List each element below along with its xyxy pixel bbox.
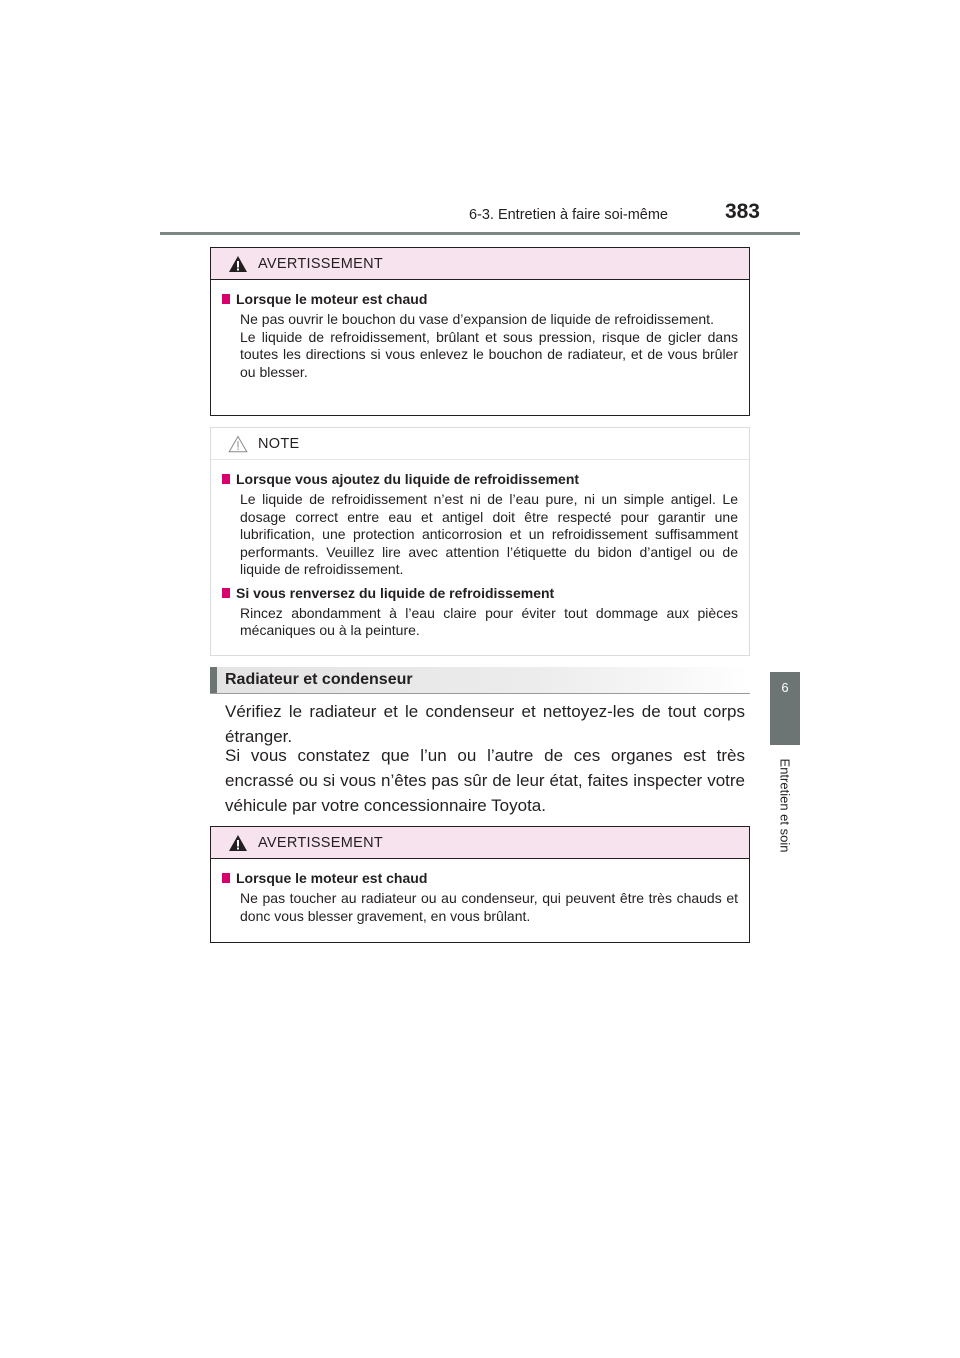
warning-triangle-icon bbox=[228, 834, 248, 852]
body-paragraph-1: Vérifiez le radiateur et le condenseur et nettoyez-les de tout corps étranger. bbox=[225, 702, 745, 746]
note-box-header bbox=[211, 428, 749, 460]
warning-label: AVERTISSEMENT bbox=[258, 255, 384, 272]
warning-triangle-icon bbox=[228, 255, 248, 273]
note-item-text-1: Le liquide de refroidissement n’est ni de l’eau pure, ni un simple antigel. Le dosage correct entre eau et antigel doit être respecté pour garantir une lubrification, une protection anticorrosion et un refroidissement suffisamment performants. Veuillez lire avec attention l’étiquette du bidon d’antigel ou de liquide de refroidissement. bbox=[240, 491, 738, 577]
warning-box-header bbox=[211, 827, 749, 859]
page-number: 383 bbox=[724, 200, 760, 223]
warning-item-text: Ne pas ouvrir le bouchon du vase d’expansion de liquide de refroidissement. Le liquide de refroidissement, brûlant et sous pression, risque de gicler dans toutes les directions si vous enlevez le bouchon de radiateur, et de vous brûler ou blesser. bbox=[240, 311, 738, 380]
warning-box-2 bbox=[210, 826, 750, 943]
note-item-title-1: Lorsque vous ajoutez du liquide de refroidissement bbox=[222, 471, 738, 487]
header-divider bbox=[160, 232, 800, 235]
chapter-number: 6 bbox=[781, 680, 789, 695]
warning-box-1 bbox=[210, 247, 750, 416]
warning-item-title: Lorsque le moteur est chaud bbox=[222, 870, 738, 886]
warning-box-body bbox=[211, 859, 749, 939]
note-item-title-2: Si vous renversez du liquide de refroidissement bbox=[222, 585, 738, 601]
running-header: 6-3. Entretien à faire soi-même bbox=[468, 207, 668, 223]
chapter-tab bbox=[770, 672, 800, 745]
warning-box-header bbox=[211, 248, 749, 280]
note-box-body bbox=[211, 460, 749, 654]
bullet-square-icon bbox=[222, 474, 230, 484]
bullet-square-icon bbox=[222, 588, 230, 598]
note-box bbox=[210, 427, 750, 656]
warning-box-body bbox=[211, 280, 749, 395]
bullet-square-icon bbox=[222, 294, 230, 304]
caution-triangle-outline-icon bbox=[228, 435, 248, 453]
chapter-label-container bbox=[770, 745, 800, 865]
note-item-text-2: Rincez abondamment à l’eau claire pour éviter tout dommage aux pièces mécaniques ou à la peinture. bbox=[240, 604, 738, 638]
section-header-bar bbox=[210, 667, 217, 693]
note-label: NOTE bbox=[258, 435, 300, 452]
section-header bbox=[210, 667, 750, 694]
warning-item-text: Ne pas toucher au radiateur ou au condenseur, qui peuvent être très chauds et donc vous blesser gravement, en vous brûlant. bbox=[240, 890, 738, 924]
bullet-square-icon bbox=[222, 873, 230, 883]
body-paragraph-2: Si vous constatez que l’un ou l’autre de ces organes est très encrassé ou si vous n’êtes pas sûr de leur état, faites inspecter votre véhicule par votre concessionnaire Toyota. bbox=[225, 746, 745, 815]
chapter-label: Entretien et soin bbox=[777, 758, 793, 852]
section-title: Radiateur et condenseur bbox=[225, 671, 413, 688]
warning-label: AVERTISSEMENT bbox=[258, 834, 384, 851]
warning-item-title: Lorsque le moteur est chaud bbox=[222, 291, 738, 307]
